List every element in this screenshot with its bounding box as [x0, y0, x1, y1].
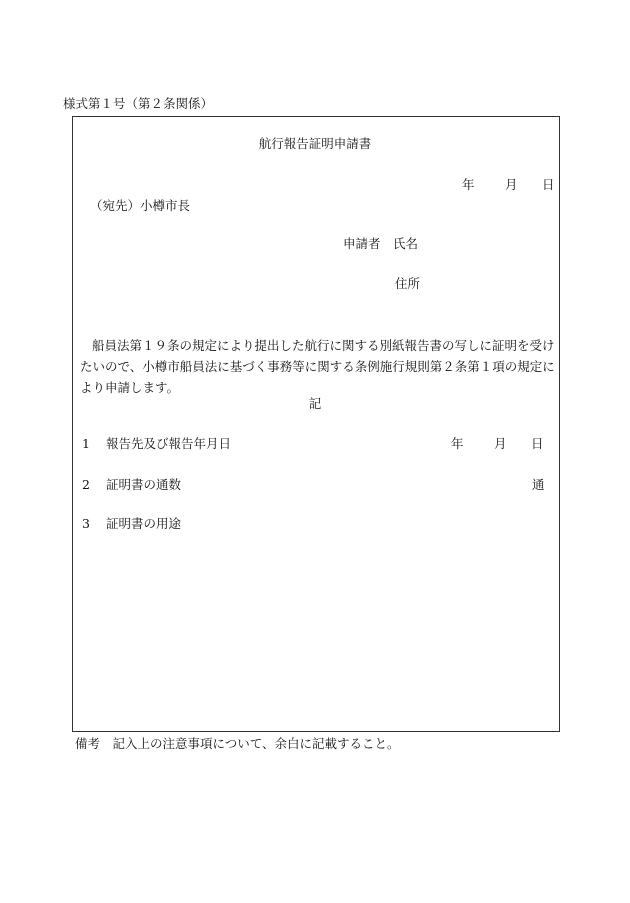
day-label: 日 — [531, 436, 544, 451]
month-label: 月 — [494, 436, 507, 451]
applicant-label: 申請者 — [343, 236, 381, 251]
form-number: 様式第１号（第２条関係） — [63, 96, 214, 111]
month-label: 月 — [505, 177, 518, 192]
name-label: 氏名 — [393, 236, 419, 251]
application-date — [462, 179, 555, 192]
report-date — [451, 438, 544, 451]
item-number: 2 — [82, 477, 90, 492]
item-number: 3 — [82, 516, 90, 531]
ki-heading: 記 — [308, 396, 322, 411]
applicant-address-label: 住所 — [395, 276, 421, 291]
applicant-name-line — [343, 238, 418, 251]
list-item-report-destination — [82, 438, 231, 451]
day-label: 日 — [542, 177, 555, 192]
list-item-certificate-purpose — [82, 518, 181, 531]
year-label: 年 — [462, 177, 475, 192]
item-number: 1 — [82, 436, 90, 451]
item-label: 証明書の通数 — [106, 477, 182, 492]
copies-unit: 通 — [532, 477, 545, 492]
document-title: 航行報告証明申請書 — [258, 136, 372, 151]
request-body-text: 船員法第１９条の規定により提出した航行に関する別紙報告書の写しに証明を受けたいので、小樽市船員法に基づく事務等に関する条例施行規則第２条第１項の規定により申請します。 — [80, 338, 555, 395]
addressee: （宛先）小樽市長 — [90, 198, 191, 213]
item-label: 証明書の用途 — [106, 516, 182, 531]
list-item-certificate-copies — [82, 479, 181, 492]
item-label: 報告先及び報告年月日 — [106, 436, 232, 451]
year-label: 年 — [451, 436, 464, 451]
remarks-note: 備考 記入上の注意事項について、余白に記載すること。 — [75, 736, 400, 751]
